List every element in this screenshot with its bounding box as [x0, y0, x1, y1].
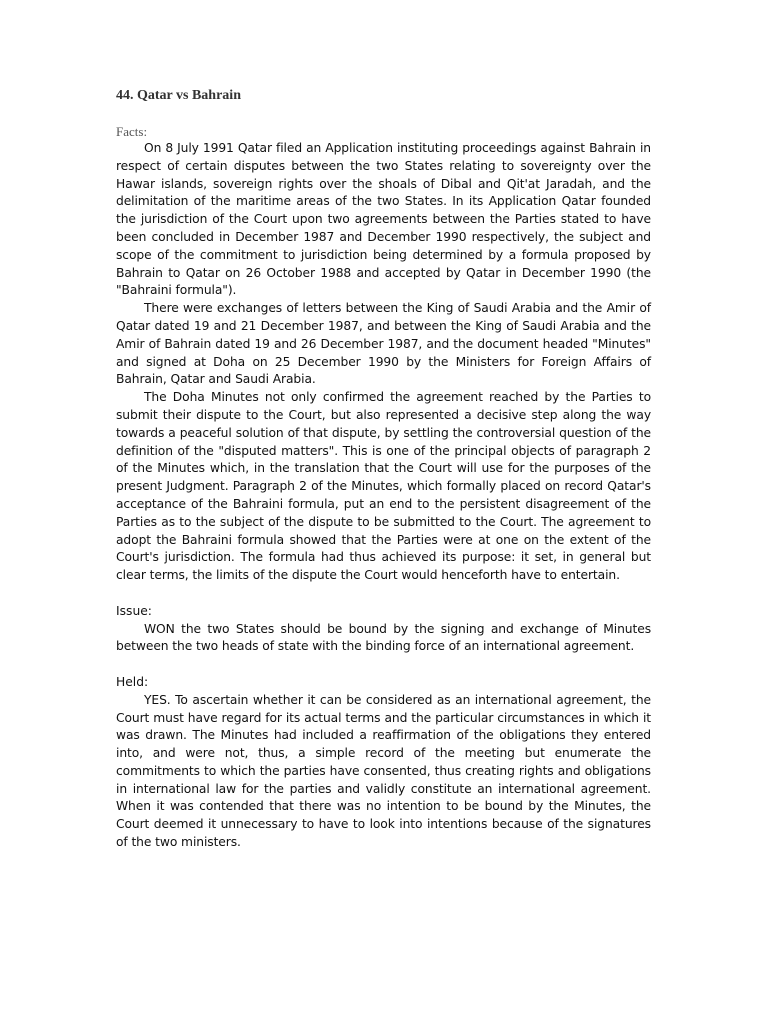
held-paragraph: YES. To ascertain whether it can be considered as an international agreement, the Court must have regard for its actual terms and the particular circumstances in which it was drawn. The Minutes had included a reaffirmation of the obligations they entered into, and were not, thus, a simple record of the meeting but enumerate the commitments to which the parties have consented, thus creating rights and obligations in international law for the parties and validly constitute an international agreement. When it was contended that there was no intention to be bound by the Minutes, the Court deemed it unnecessary to have to look into intentions because of the signatures of the two ministers.	[116, 692, 651, 850]
issue-heading: Issue:	[116, 603, 152, 618]
spacer	[116, 585, 651, 603]
issue-paragraph: WON the two States should be bound by the signing and exchange of Minutes between the two heads of state with the binding force of an international agreement.	[116, 621, 651, 654]
document-title: 44. Qatar vs Bahrain	[116, 88, 241, 103]
facts-paragraph-3: The Doha Minutes not only confirmed the agreement reached by the Parties to submit their dispute to the Court, but also represented a decisive step along the way towards a peaceful solution of that dispute, by settling the controversial question of the definition of the "disputed matters". This is one of the principal objects of paragraph 2 of the Minutes which, in the translation that the Court will use for the purposes of the present Judgment. Paragraph 2 of the Minutes, which formally placed on record Qatar's acceptance of the Bahraini formula, put an end to the persistent disagreement of the Parties as to the subject of the dispute to be submitted to the Court. The agreement to adopt the Bahraini formula showed that the Parties were at one on the extent of the Court's jurisdiction. The formula had thus achieved its purpose: it set, in general but clear terms, the limits of the dispute the Court would henceforth have to entertain.	[116, 390, 651, 583]
spacer	[116, 656, 651, 674]
held-heading: Held:	[116, 674, 149, 689]
facts-paragraph-2: There were exchanges of letters between the King of Saudi Arabia and the Amir of Qatar dated 19 and 21 December 1987, and between the King of Saudi Arabia and the Amir of Bahrain dated 19 and 26 December 1987, and the document headed "Minutes" and signed at Doha on 25 December 1990 by the Ministers for Foreign Affairs of Bahrain, Qatar and Saudi Arabia.	[116, 301, 651, 387]
facts-paragraph-1: On 8 July 1991 Qatar filed an Application instituting proceedings against Bahrain in respect of certain disputes between the two States relating to sovereignty over the Hawar islands, sovereign rights over the shoals of Dibal and Qit'at Jaradah, and the delimitation of the maritime areas of the two States. In its Application Qatar founded the jurisdiction of the Court upon two agreements between the Parties stated to have been concluded in December 1987 and December 1990 respectively, the subject and scope of the commitment to jurisdiction being determined by a formula proposed by Bahrain to Qatar on 26 October 1988 and accepted by Qatar in December 1990 (the "Bahraini formula").	[116, 141, 651, 298]
document-body	[116, 86, 651, 852]
facts-heading: Facts:	[116, 124, 148, 139]
